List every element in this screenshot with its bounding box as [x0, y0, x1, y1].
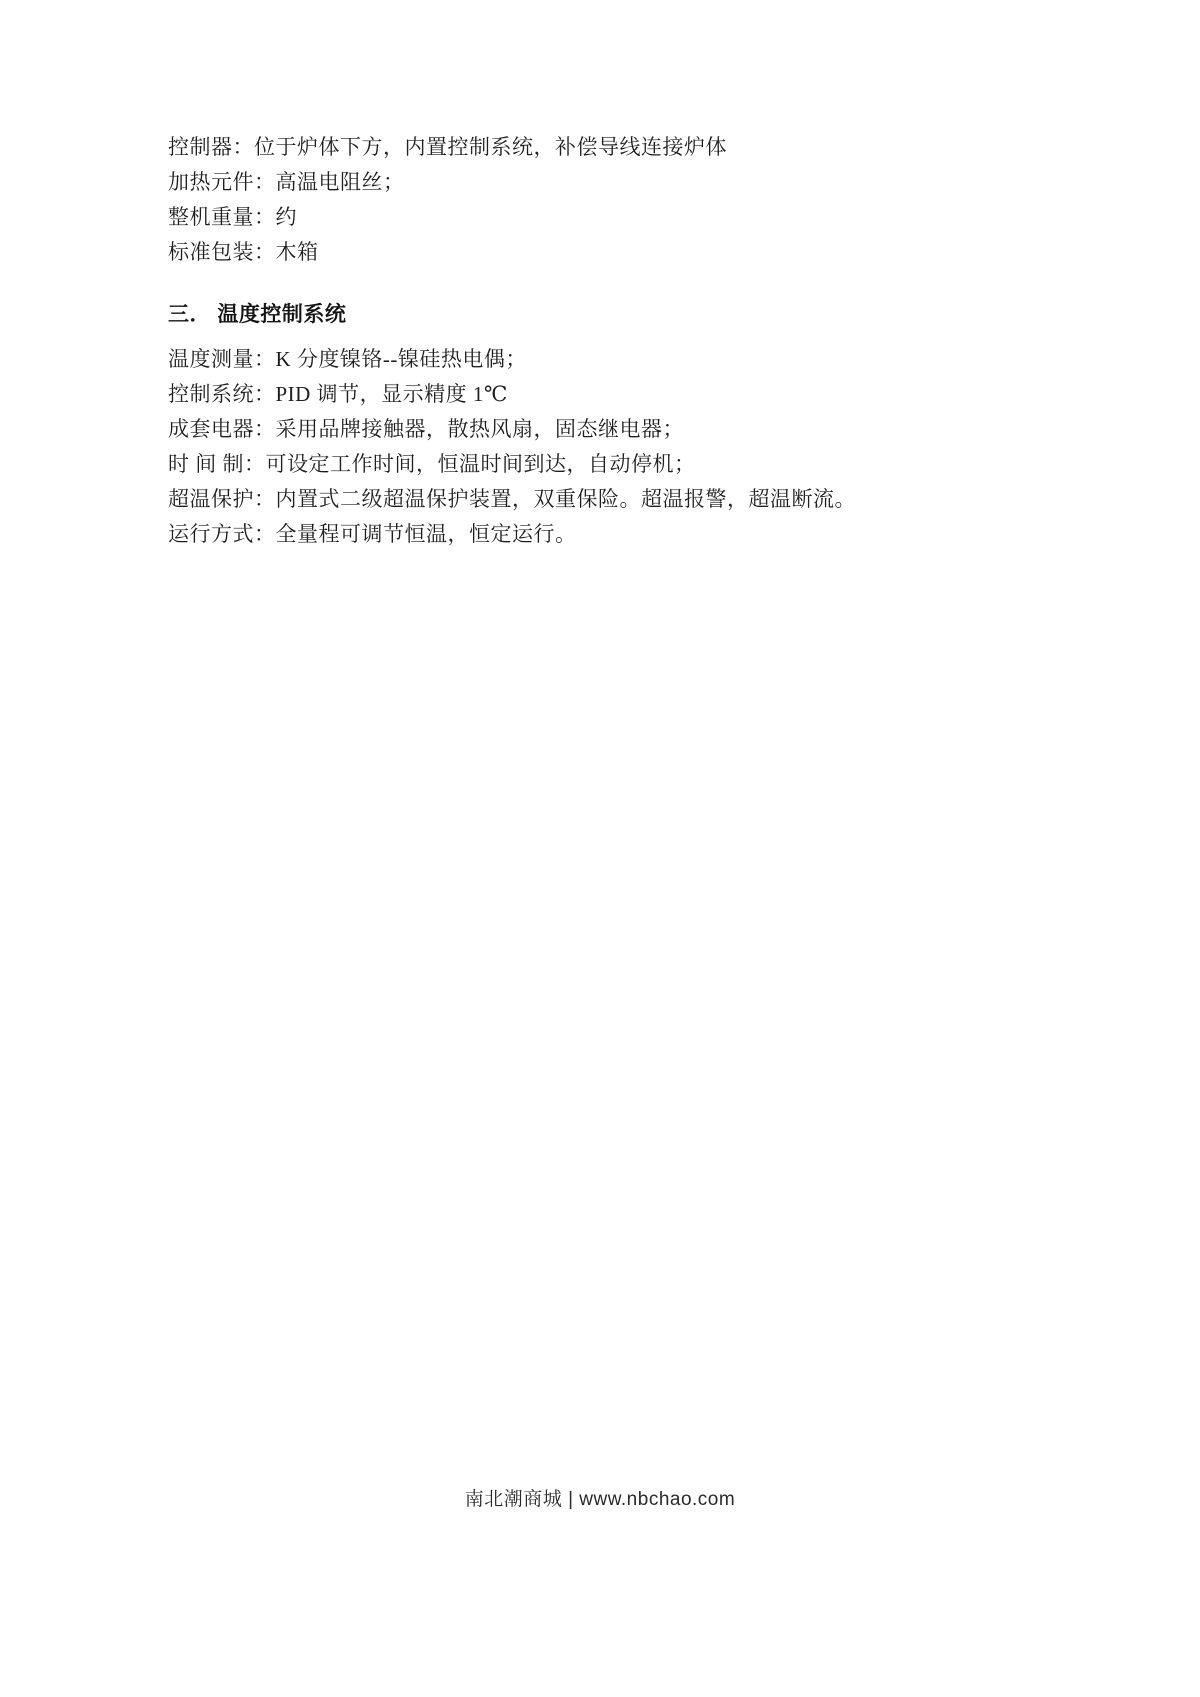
spec-line: 加热元件：高温电阻丝； [168, 170, 405, 194]
section-line: 温度测量：K 分度镍铬--镍硅热电偶； [168, 347, 527, 371]
section-line: 超温保护：内置式二级超温保护装置，双重保险。超温报警，超温断流。 [168, 487, 856, 511]
section-line: 控制系统：PID 调节，显示精度 1℃ [168, 382, 508, 406]
document-content [168, 130, 1048, 552]
section-line: 时 间 制：可设定工作时间，恒温时间到达，自动停机； [168, 452, 696, 476]
specifications-block [168, 130, 1048, 270]
section-heading-temperature-control: 三． 温度控制系统 [168, 303, 347, 326]
spec-line: 标准包装：木箱 [168, 240, 319, 264]
page-footer: 南北潮商城 | www.nbchao.com [464, 1489, 736, 1510]
spec-line: 控制器：位于炉体下方，内置控制系统，补偿导线连接炉体 [168, 135, 727, 159]
spec-line: 整机重量：约 [168, 205, 297, 229]
section-line: 运行方式：全量程可调节恒温，恒定运行。 [168, 522, 577, 546]
temperature-control-block [168, 342, 1048, 552]
section-line: 成套电器：采用品牌接触器，散热风扇，固态继电器； [168, 417, 684, 441]
